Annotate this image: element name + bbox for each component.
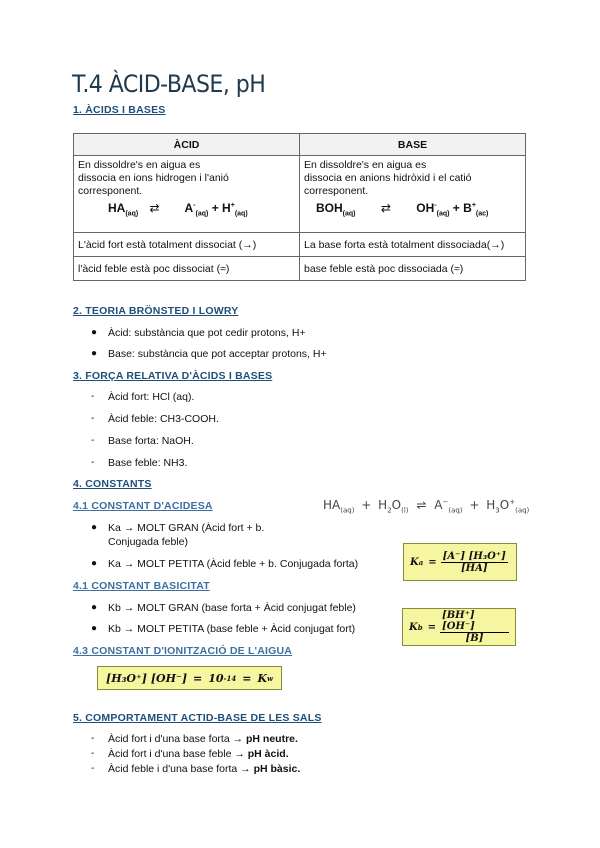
list-item: Àcid feble i d'una base forta → pH bàsic. [108, 763, 301, 775]
list-item: Ka → MOLT PETITA (Àcid feble + b. Conjugada forta) [108, 558, 359, 570]
dash-icon: - [91, 435, 95, 446]
ka-formula-box: K a = $\frac{\text{[A⁻] [H₃O⁺]}}{[HA]}$ [403, 543, 517, 581]
acid-dissociation-formula: $HA_{(aq)}$ ⇄ $A^-_{(aq)} + H^+_{(aq)}$ [108, 201, 248, 218]
page-title: T.4 ÀCID-BASE, pH [72, 70, 266, 98]
list-item: Base feble: NH3. [108, 457, 188, 469]
acid-water-equilibrium: $HA_{(aq)} + H_2O_{(l)}$ ⇌ $A^-_{(aq)} + H_3O^+_{(aq)}$ [323, 498, 530, 515]
list-item: Àcid fort i d'una base feble → pH àcid. [108, 748, 289, 760]
table-header-base: BASE [300, 134, 526, 156]
bullet-icon: ● [91, 327, 98, 338]
bullet-icon: ● [91, 602, 98, 613]
base-description-cell [300, 156, 526, 233]
list-item: Base forta: NaOH. [108, 435, 194, 447]
acid-desc-line: En dissoldre's en aigua es [78, 159, 201, 171]
base-desc-line: dissocia en anions hidròxid i el catió [304, 172, 472, 184]
table-cell: base feble està poc dissociada (≈) [300, 257, 526, 281]
bullet-icon: ● [91, 558, 98, 569]
list-item: Base: substància que pot acceptar protons, H+ [108, 348, 327, 360]
bullet-icon: ● [91, 348, 98, 359]
dash-icon: - [91, 391, 95, 402]
base-dissociation-formula: $BOH_{(aq)}$ ⇄ $OH^-_{(aq)} + B^+_{(ac)}$ [316, 201, 489, 218]
list-item: Ka → MOLT GRAN (Àcid fort + b. [108, 522, 265, 534]
acid-desc-line: corresponent. [78, 185, 143, 197]
list-item: Àcid: substància que pot cedir protons, H+ [108, 327, 306, 339]
list-item: Kb → MOLT GRAN (base forta + Àcid conjugat feble) [108, 602, 356, 614]
section-heading-salts: 5. COMPORTAMENT ACTID-BASE DE LES SALS [73, 712, 322, 724]
subsection-heading-acidity: 4.1 CONSTANT D'ACIDESA [73, 500, 213, 512]
list-item: Àcid feble: CH3-COOH. [108, 413, 219, 425]
table-header-acid: ÀCID [74, 134, 300, 156]
section-heading-bronsted-lowry: 2. TEORIA BRÖNSTED I LOWRY [73, 305, 239, 317]
acid-description-cell [74, 156, 300, 233]
table-cell: La base forta està totalment dissociada(→) [300, 233, 526, 257]
subsection-heading-water-ionization: 4.3 CONSTANT D'IONITZACIÓ DE L'AIGUA [73, 645, 293, 657]
table-cell: L'àcid fort està totalment dissociat (→) [74, 233, 300, 257]
base-desc-line: En dissoldre's en aigua es [304, 159, 427, 171]
dash-icon: - [91, 733, 95, 744]
kb-formula-box: K b = $\frac{[BH^+] [OH^-]}{[B]}$ [402, 608, 516, 646]
dash-icon: - [91, 763, 95, 774]
dash-icon: - [91, 413, 95, 424]
acid-desc-line: dissocia en ions hidrogen i l'anió [78, 172, 229, 184]
acid-base-table [73, 133, 526, 281]
table-cell: l'àcid feble està poc dissociat (≈) [74, 257, 300, 281]
bullet-icon: ● [91, 623, 98, 634]
list-item: Àcid fort: HCl (aq). [108, 391, 195, 403]
list-item-continuation: Conjugada feble) [108, 536, 188, 548]
section-heading-acids-bases: 1. ÀCIDS I BASES [73, 104, 166, 116]
list-item: Àcid fort i d'una base forta → pH neutre. [108, 733, 298, 745]
section-heading-constants: 4. CONSTANTS [73, 478, 152, 490]
section-heading-relative-strength: 3. FORÇA RELATIVA D'ÀCIDS I BASES [73, 370, 273, 382]
kw-formula-box: [H₃O⁺] [OH⁻] = 10 -14 = K w [97, 666, 282, 690]
base-desc-line: corresponent. [304, 185, 369, 197]
dash-icon: - [91, 457, 95, 468]
bullet-icon: ● [91, 522, 98, 533]
subsection-heading-basicity: 4.1 CONSTANT BASICITAT [73, 580, 210, 592]
list-item: Kb → MOLT PETITA (base feble + Àcid conjugat fort) [108, 623, 356, 635]
dash-icon: - [91, 748, 95, 759]
